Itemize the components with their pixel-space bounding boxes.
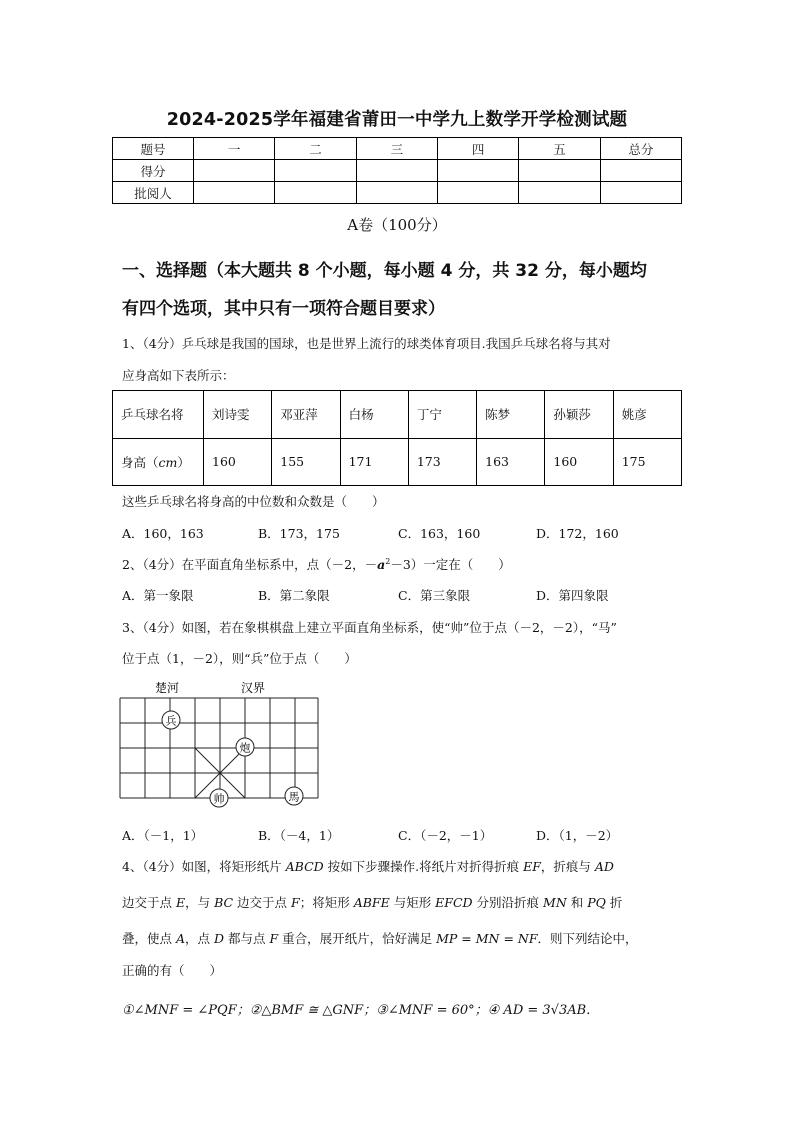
q4-math: EFCD: [435, 895, 473, 910]
q3-option-b: B．（－4，1）: [258, 828, 340, 843]
height-label-suffix: ）: [177, 454, 190, 470]
q1-stem-line2: 应身高如下表所示：: [122, 368, 235, 383]
table-cell: [600, 182, 681, 204]
q4-text: ；将矩形: [299, 895, 354, 910]
q3-option-c: C．（－2，－1）: [398, 828, 493, 843]
table-cell: 四: [437, 138, 518, 160]
board-grid: [120, 698, 318, 798]
q2-variable: a: [377, 557, 386, 572]
q4-text: 和: [566, 895, 588, 910]
table-cell: 五: [519, 138, 600, 160]
table-cell: [437, 160, 518, 182]
q4-stem-line1: [122, 857, 614, 875]
table-cell: [275, 182, 356, 204]
piece-shuai: [210, 789, 228, 807]
q4-stem-line3: [122, 929, 638, 947]
piece-label: 馬: [288, 790, 300, 804]
q2-stem: [122, 555, 511, 573]
q4-conclusions: ①∠MNF = ∠PQF；②△BMF ≅ △GNF；③∠MNF = 60°；④ AD = 3√3AB．: [122, 1003, 600, 1018]
table-row: [113, 391, 682, 439]
table-cell: 乒乓球名将: [113, 391, 204, 439]
q2-stem-text-a: 2、（4分）在平面直角坐标系中，点（－2，－: [122, 557, 378, 572]
q4-text: ，与: [185, 895, 215, 910]
table-cell: 171: [340, 438, 408, 486]
table-cell: 173: [408, 438, 476, 486]
han-border-label: 汉界: [241, 681, 266, 695]
table-row: [113, 160, 682, 182]
q4-math: E: [175, 895, 186, 910]
table-cell: [519, 182, 600, 204]
q1-option-c: C．163，160: [398, 526, 481, 541]
table-cell: 刘诗雯: [204, 391, 272, 439]
q4-text: ，折痕与: [540, 859, 595, 874]
q4-text: 4、（4分）如图，将矩形纸片: [122, 859, 286, 874]
q4-math: ABFE: [353, 895, 390, 910]
table-row: [113, 438, 682, 486]
q3-option-a: A．（－1，1）: [122, 828, 204, 843]
table-cell: 总分: [600, 138, 681, 160]
q4-math: F: [269, 931, 279, 946]
q4-text: ，点: [185, 931, 214, 946]
table-cell: [437, 182, 518, 204]
table-cell: [356, 160, 437, 182]
q2-exponent: 2: [385, 556, 391, 566]
piece-pao: [236, 738, 254, 756]
table-cell: [113, 438, 204, 486]
q3-option-d: D．（1，－2）: [536, 828, 619, 843]
table-cell: 题号: [113, 138, 194, 160]
player-height-table: [112, 390, 682, 486]
height-label: 身高（: [121, 454, 159, 470]
table-cell: [519, 160, 600, 182]
q4-text: 按如下步骤操作.将纸片对折得折痕: [323, 859, 524, 874]
section-heading-line1: 一、选择题（本大题共 8 个小题，每小题 4 分，共 32 分，每小题均: [122, 261, 647, 281]
q1-option-a: A．160，163: [122, 526, 204, 541]
q1-option-b: B．173，175: [258, 526, 340, 541]
page-title: 2024-2025学年福建省莆田一中学九上数学开学检测试题: [166, 110, 628, 130]
q1-question: 这些乒乓球名将身高的中位数和众数是（ ）: [122, 494, 385, 509]
piece-bing: [162, 711, 180, 729]
unit-label: cm: [158, 454, 178, 470]
q4-math: ABCD: [285, 859, 324, 874]
table-cell: 姚彦: [613, 391, 681, 439]
chu-river-label: 楚河: [155, 681, 180, 695]
table-cell: 邓亚萍: [272, 391, 340, 439]
piece-label: 帅: [213, 792, 225, 806]
q3-stem-line2: 位于点（1，－2），则“兵”位于点（ ）: [122, 651, 357, 666]
q4-text: 边交于点: [233, 895, 292, 910]
q4-text: 边交于点: [122, 895, 176, 910]
q4-stem-line2: [122, 893, 622, 911]
q2-stem-text-b: －3）一定在（ ）: [390, 557, 511, 572]
piece-label: 兵: [165, 714, 177, 728]
q2-option-b: B．第二象限: [258, 588, 330, 603]
q2-option-c: C．第三象限: [398, 588, 471, 603]
table-cell: 163: [477, 438, 545, 486]
section-heading-line2: 有四个选项，其中只有一项符合题目要求）: [122, 299, 445, 319]
score-table: [112, 137, 682, 204]
piece-label: 炮: [239, 741, 251, 755]
table-cell: [600, 160, 681, 182]
q4-text: 叠，使点: [122, 931, 176, 946]
q4-text: 折: [605, 895, 623, 910]
table-row: [113, 182, 682, 204]
q2-option-d: D．第四象限: [536, 588, 609, 603]
q4-text: 重合，展开纸片，恰好满足: [278, 931, 437, 946]
table-cell: 155: [272, 438, 340, 486]
table-cell: [275, 160, 356, 182]
table-cell: 160: [204, 438, 272, 486]
q4-text: 分别沿折痕: [472, 895, 544, 910]
table-cell: 得分: [113, 160, 194, 182]
q4-math: MP = MN = NF: [436, 931, 538, 946]
q4-math: BC: [214, 895, 234, 910]
table-cell: 丁宁: [408, 391, 476, 439]
table-cell: 三: [356, 138, 437, 160]
q4-math: F: [291, 895, 300, 910]
piece-ma: [285, 787, 303, 805]
q4-stem-line4: 正确的有（ ）: [122, 963, 223, 978]
table-cell: [194, 160, 275, 182]
q2-option-a: A．第一象限: [122, 588, 194, 603]
q3-stem-line1: 3、（4分）如图，若在象棋棋盘上建立平面直角坐标系，使“帅”位于点（－2，－2），“马”: [122, 620, 617, 635]
volume-heading: A卷（100分）: [347, 216, 447, 234]
q4-math: D: [214, 931, 225, 946]
table-cell: 孙颖莎: [545, 391, 613, 439]
table-cell: [194, 182, 275, 204]
q4-text: 都与点: [224, 931, 270, 946]
q1-stem-line1: 1、（4分）乒乓球是我国的国球，也是世界上流行的球类体育项目.我国乒乓球名将与其对: [122, 336, 611, 351]
table-cell: 二: [275, 138, 356, 160]
table-cell: 160: [545, 438, 613, 486]
q1-option-d: D．172，160: [536, 526, 619, 541]
table-cell: [356, 182, 437, 204]
table-cell: 一: [194, 138, 275, 160]
table-cell: 175: [613, 438, 681, 486]
table-cell: 批阅人: [113, 182, 194, 204]
q4-math: MN: [543, 895, 567, 910]
q4-math: EF: [523, 859, 541, 874]
table-row: [113, 138, 682, 160]
q4-math: A: [175, 931, 186, 946]
table-cell: 陈梦: [477, 391, 545, 439]
q4-text: ．则下列结论中，: [537, 931, 638, 946]
table-cell: 白杨: [340, 391, 408, 439]
q4-math: AD: [594, 859, 614, 874]
chess-board-figure: [114, 679, 324, 809]
q4-text: 与矩形: [389, 895, 436, 910]
q4-math: PQ: [587, 895, 606, 910]
